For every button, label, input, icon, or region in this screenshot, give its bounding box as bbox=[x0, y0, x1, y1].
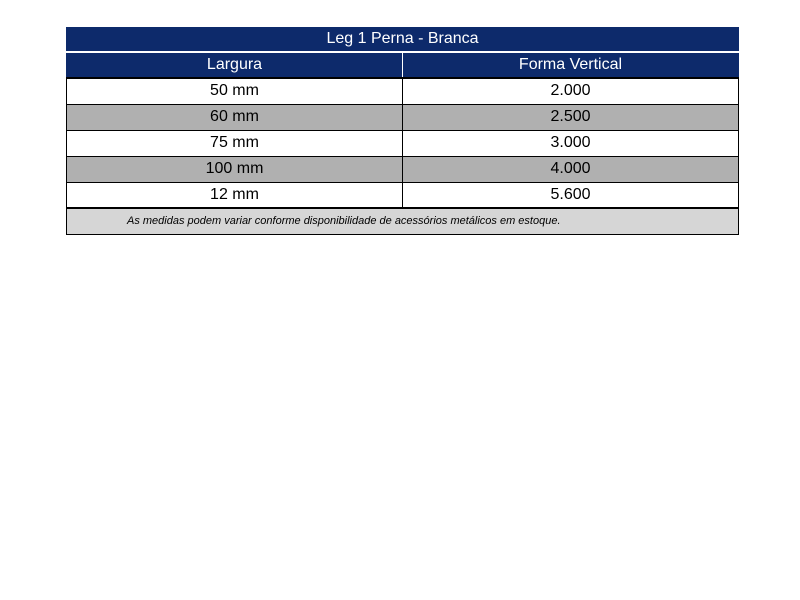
cell-largura: 60 mm bbox=[67, 104, 403, 130]
table-title-row bbox=[67, 27, 739, 52]
table-row bbox=[67, 130, 739, 156]
column-header-largura: Largura bbox=[67, 52, 403, 78]
table-footnote: As medidas podem variar conforme disponibilidade de acessórios metálicos em estoque. bbox=[67, 208, 739, 234]
cell-largura: 50 mm bbox=[67, 78, 403, 104]
table-row bbox=[67, 78, 739, 104]
table-title: Leg 1 Perna - Branca bbox=[67, 27, 739, 52]
cell-forma-vertical: 2.000 bbox=[403, 78, 739, 104]
table-header-row bbox=[67, 52, 739, 78]
cell-largura: 12 mm bbox=[67, 182, 403, 208]
table-row bbox=[67, 156, 739, 182]
cell-forma-vertical: 3.000 bbox=[403, 130, 739, 156]
cell-forma-vertical: 5.600 bbox=[403, 182, 739, 208]
table-row bbox=[67, 182, 739, 208]
cell-largura: 75 mm bbox=[67, 130, 403, 156]
product-table bbox=[66, 27, 739, 235]
cell-largura: 100 mm bbox=[67, 156, 403, 182]
table-footnote-row bbox=[67, 208, 739, 234]
cell-forma-vertical: 2.500 bbox=[403, 104, 739, 130]
cell-forma-vertical: 4.000 bbox=[403, 156, 739, 182]
column-header-forma-vertical: Forma Vertical bbox=[403, 52, 739, 78]
table-row bbox=[67, 104, 739, 130]
